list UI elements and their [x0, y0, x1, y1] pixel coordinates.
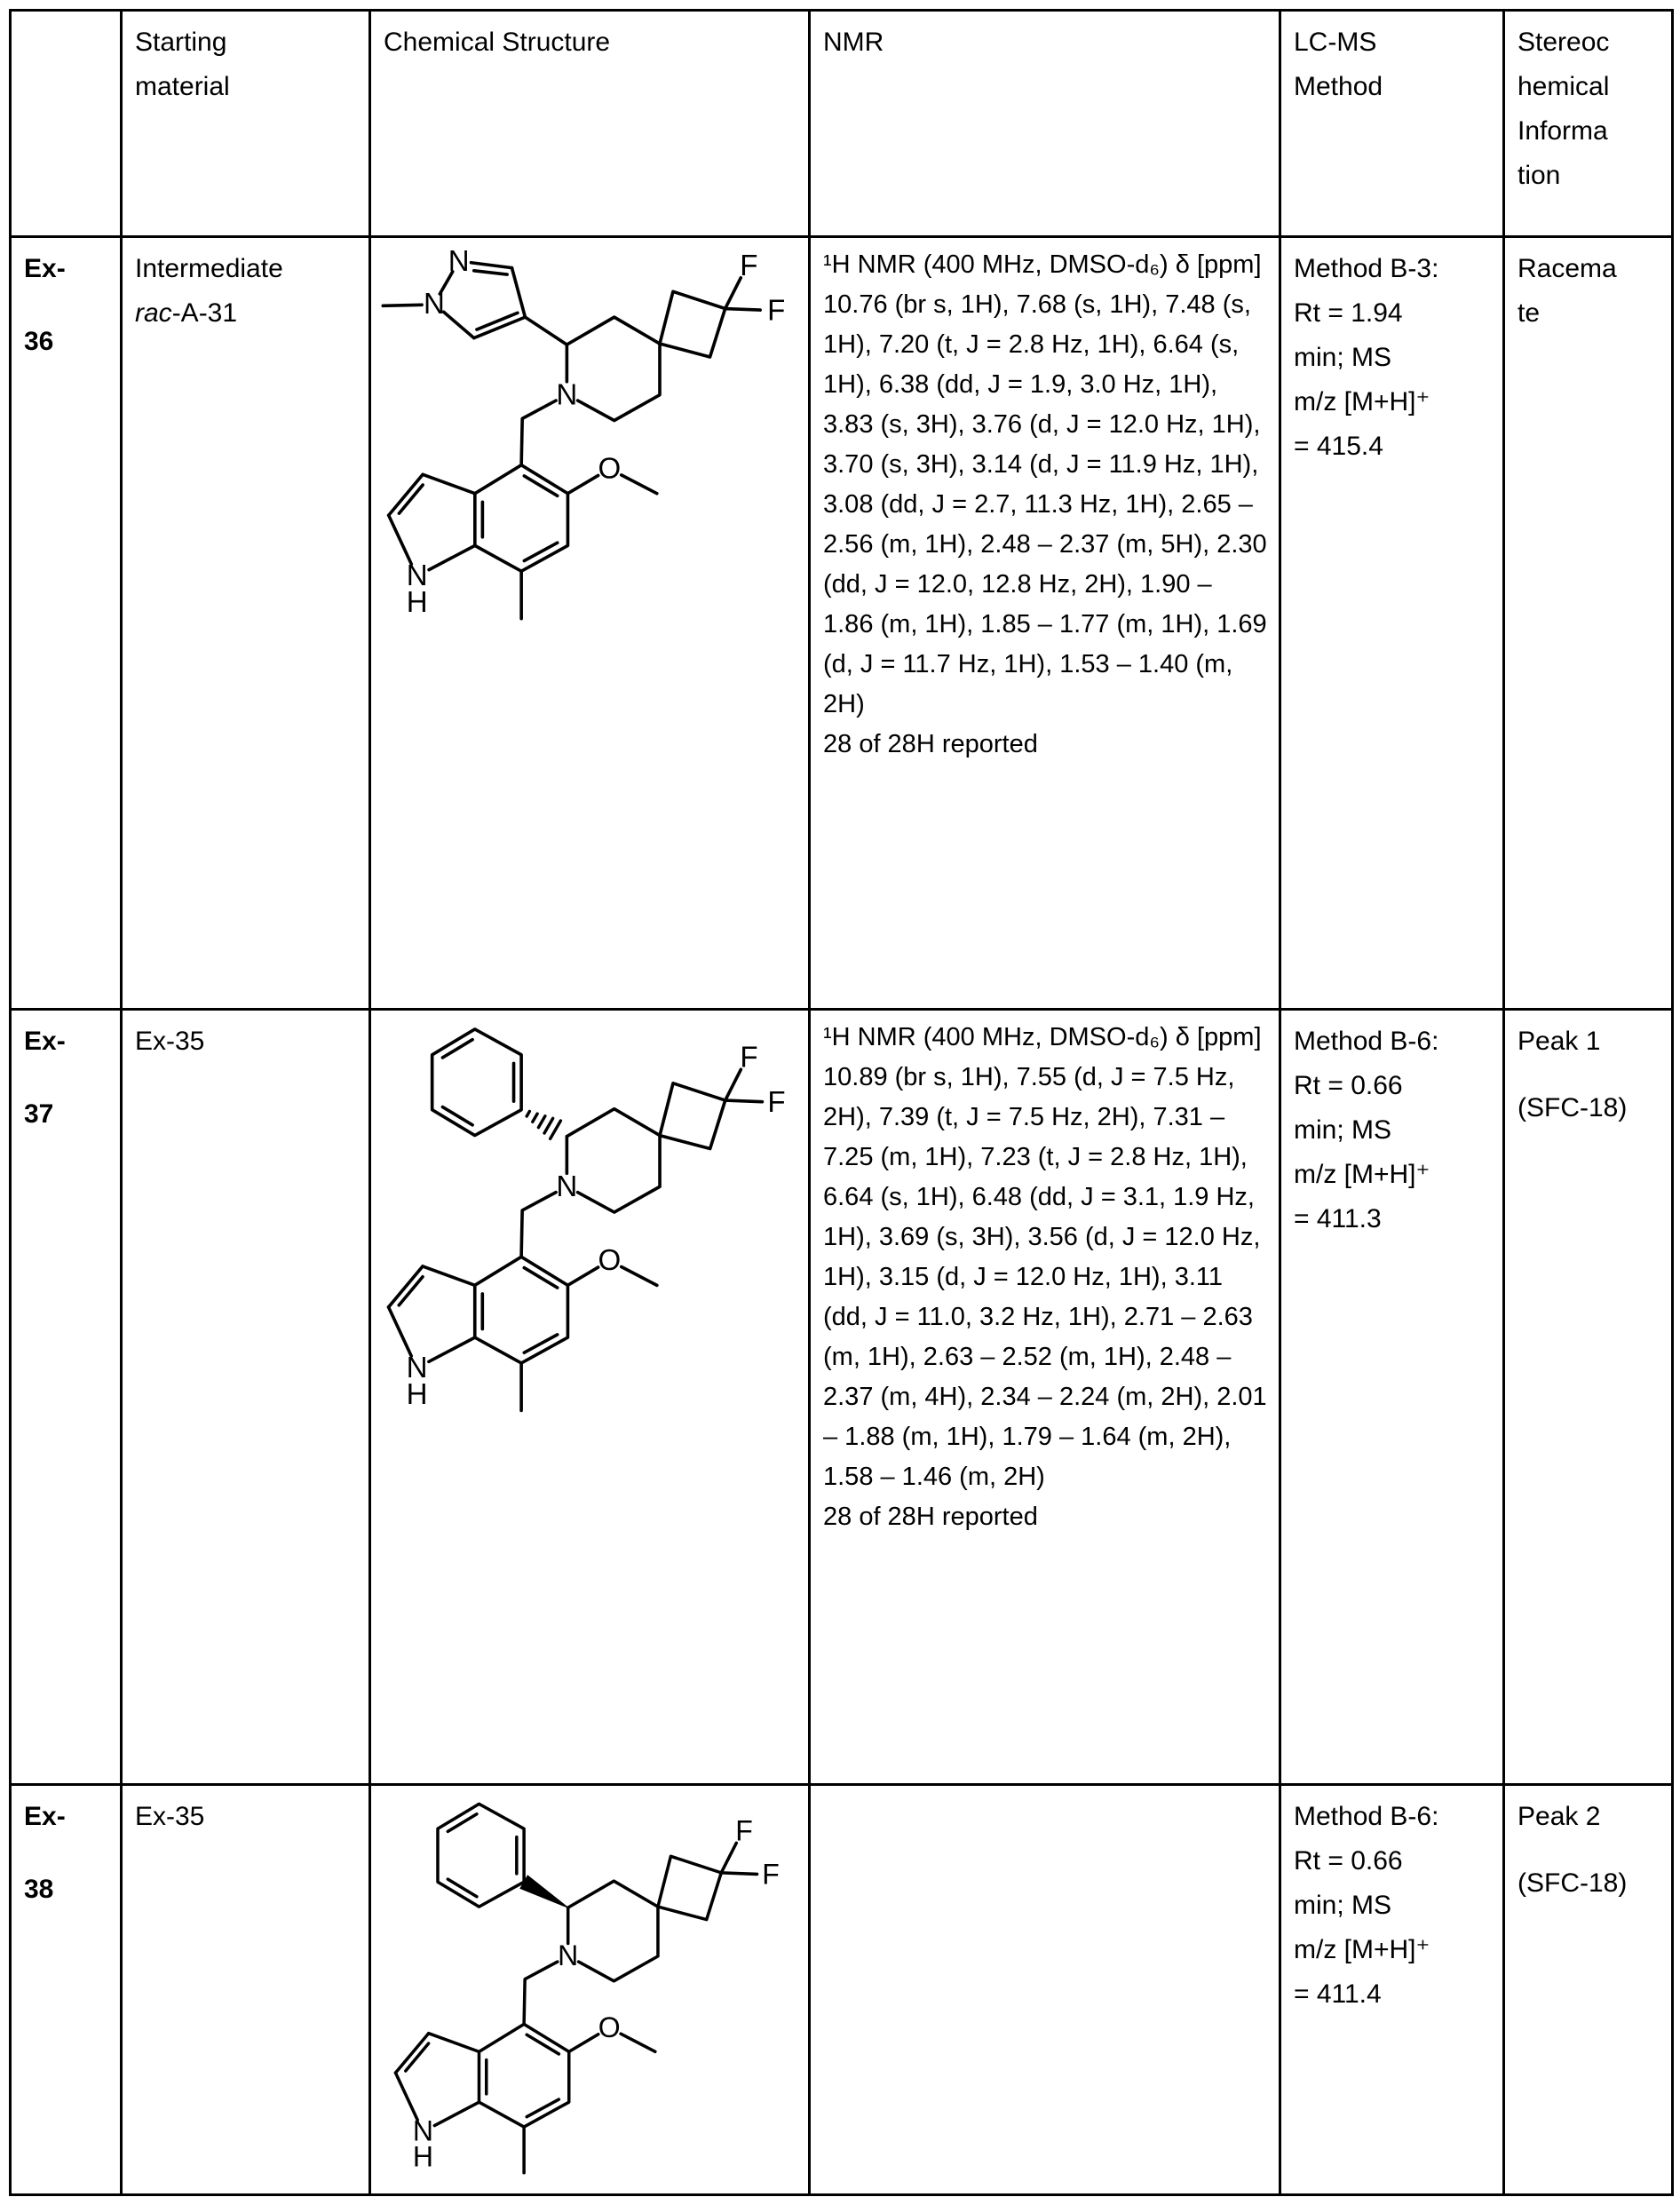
hydrogen-atom-label: H — [406, 586, 428, 620]
lcms-cell-ex37 — [1280, 1010, 1504, 1785]
nitrogen-atom-label: N — [423, 287, 445, 321]
starting-material-cell-ex38 — [122, 1785, 370, 2195]
stereo-text: Peak 2 — [1518, 1802, 1601, 1831]
indole-ring — [389, 1244, 657, 1411]
header-nmr-label: NMR — [823, 28, 884, 57]
oxygen-atom-label: O — [598, 1244, 622, 1278]
stereo-text-2: (SFC-18) — [1518, 1868, 1628, 1898]
fluorine-atom-label: F — [767, 294, 786, 328]
example-prefix: Ex- — [24, 1802, 66, 1831]
starting-material-cell-ex36 — [122, 237, 370, 1010]
hydrogen-atom-label: H — [412, 2140, 433, 2173]
starting-material-rest: -A-31 — [171, 298, 238, 328]
fluorine-atom-label: F — [761, 1858, 780, 1891]
header-stereochemical-information — [1504, 11, 1673, 237]
rac-italic: rac — [135, 298, 172, 328]
table-row-ex-38 — [11, 1785, 1673, 2195]
nmr-cell-ex36 — [810, 237, 1280, 1010]
lcms-text: Method B-6: Rt = 0.66 min; MS m/z [M+H]⁺ = 411.3 — [1294, 1027, 1439, 1233]
hashed-stereo-bond — [527, 1111, 560, 1138]
nmr-note: 28 of 28H reported — [823, 730, 1038, 758]
nmr-cell-ex38 — [810, 1785, 1280, 2195]
header-row — [11, 11, 1673, 237]
oxygen-atom-label: O — [598, 2011, 621, 2043]
pyrazole-ring — [383, 245, 567, 345]
table-row-ex-36 — [11, 237, 1673, 1010]
header-starting-material — [122, 11, 370, 237]
stereo-text: Peak 1 — [1518, 1027, 1601, 1056]
nitrogen-atom-label: N — [556, 378, 578, 412]
stereo-text: Racema te — [1518, 254, 1617, 328]
example-prefix: Ex- — [24, 254, 66, 283]
lcms-cell-ex38 — [1280, 1785, 1504, 2195]
methylene-linker — [524, 1962, 558, 2024]
chemical-structure-drawing-ex38 — [388, 1793, 792, 2180]
chemical-structure-cell-ex38 — [370, 1785, 810, 2195]
difluorocyclobutane-ring — [660, 1042, 786, 1149]
starting-material-line1: Ex-35 — [135, 1027, 205, 1056]
header-starting-material-label: Starting material — [135, 28, 230, 101]
chemical-structure-cell-ex36 — [370, 237, 810, 1010]
example-number: 37 — [24, 1099, 54, 1129]
example-number: 38 — [24, 1875, 54, 1904]
stereo-cell-ex36 — [1504, 237, 1673, 1010]
piperidine-ring — [556, 317, 660, 420]
table-row-ex-37 — [11, 1010, 1673, 1785]
nmr-cell-ex37 — [810, 1010, 1280, 1785]
nmr-text: ¹H NMR (400 MHz, DMSO-d₆) δ [ppm] 10.76 (br s, 1H), 7.68 (s, 1H), 7.48 (s, 1H), 7.20 (t, J = 2.8 Hz, 1H), 6.64 (s, 1H), 6.38 (dd, J = 1.9, 3.0 Hz, 1H), 3.83 (s, 3H), 3.76 (d, J = 12.0 Hz, 1H), 3.70 (s, 3H), 3.14 (d, J = 11.9 Hz, 1H), 3.08 (dd, J = 2.7, 11.3 Hz, 1H), 2.65 – 2.56 (m, 1H), 2.48 – 2.37 (m, 5H), 2.30 (dd, J = 12.0, 12.8 Hz, 2H), 1.90 – 1.86 (m, 1H), 1.85 – 1.77 (m, 1H), 1.69 (d, J = 11.7 Hz, 1H), 1.53 – 1.40 (m, 2H) — [823, 250, 1267, 718]
nitrogen-atom-label: N — [412, 2114, 433, 2147]
example-id-cell-ex37 — [11, 1010, 122, 1785]
nmr-note: 28 of 28H reported — [823, 1503, 1038, 1531]
stereo-cell-ex38 — [1504, 1785, 1673, 2195]
header-nmr — [810, 11, 1280, 237]
methylene-linker — [521, 1193, 556, 1257]
chemical-structure-cell-ex37 — [370, 1010, 810, 1785]
oxygen-atom-label: O — [598, 452, 622, 486]
header-stereo-label: Stereoc hemical Informa tion — [1518, 28, 1610, 190]
nmr-text: ¹H NMR (400 MHz, DMSO-d₆) δ [ppm] 10.89 (br s, 1H), 7.55 (d, J = 7.5 Hz, 2H), 7.39 (t, J = 7.5 Hz, 2H), 7.31 – 7.25 (m, 1H), 7.23 (t, J = 2.8 Hz, 1H), 6.64 (s, 1H), 6.48 (dd, J = 3.1, 1.9 Hz, 1H), 3.69 (s, 3H), 3.56 (d, J = 12.0 Hz, 1H), 3.15 (d, J = 12.0 Hz, 1H), 3.11 (dd, J = 11.0, 3.2 Hz, 1H), 2.71 – 2.63 (m, 1H), 2.63 – 2.52 (m, 1H), 2.48 – 2.37 (m, 4H), 2.34 – 2.24 (m, 2H), 2.01 – 1.88 (m, 1H), 1.79 – 1.64 (m, 2H), 1.58 – 1.46 (m, 2H) — [823, 1023, 1267, 1491]
example-number: 36 — [24, 327, 54, 356]
indole-ring — [395, 2011, 654, 2173]
fluorine-atom-label: F — [740, 250, 758, 283]
piperidine-ring — [556, 1109, 660, 1212]
indole-ring — [389, 453, 657, 620]
header-chemical-structure — [370, 11, 810, 237]
header-lcms-method — [1280, 11, 1504, 237]
starting-material-line1: Intermediate — [135, 254, 283, 283]
lcms-cell-ex36 — [1280, 237, 1504, 1010]
lcms-text: Method B-6: Rt = 0.66 min; MS m/z [M+H]⁺ = 411.4 — [1294, 1802, 1439, 2009]
lcms-text: Method B-3: Rt = 1.94 min; MS m/z [M+H]⁺ = 415.4 — [1294, 254, 1439, 461]
example-id-cell-ex38 — [11, 1785, 122, 2195]
phenyl-ring — [432, 1029, 521, 1136]
solid-wedge-stereo-bond — [519, 1876, 567, 1908]
nitrogen-atom-label: N — [406, 559, 428, 593]
difluorocyclobutane-ring — [657, 1815, 779, 1920]
fluorine-atom-label: F — [767, 1085, 786, 1119]
example-id-cell-ex36 — [11, 237, 122, 1010]
chemical-structure-drawing-ex37 — [381, 1018, 798, 1418]
chemical-structure-drawing-ex36 — [381, 245, 798, 624]
nitrogen-atom-label: N — [556, 1170, 578, 1203]
phenyl-ring — [437, 1804, 523, 1907]
difluorocyclobutane-ring — [660, 250, 785, 357]
nitrogen-atom-label: N — [448, 245, 470, 278]
header-example — [11, 11, 122, 237]
header-chemical-structure-label: Chemical Structure — [384, 28, 611, 57]
fluorine-atom-label: F — [740, 1041, 758, 1075]
starting-material-cell-ex37 — [122, 1010, 370, 1785]
compound-table — [9, 9, 1674, 2196]
stereo-cell-ex37 — [1504, 1010, 1673, 1785]
nitrogen-atom-label: N — [557, 1939, 578, 1972]
fluorine-atom-label: F — [734, 1814, 753, 1847]
starting-material-line2 — [135, 291, 358, 336]
header-lcms-method-label: LC-MS Method — [1294, 28, 1383, 101]
nitrogen-atom-label: N — [406, 1351, 428, 1384]
hydrogen-atom-label: H — [406, 1377, 428, 1411]
methylene-linker — [521, 401, 556, 465]
starting-material-line1: Ex-35 — [135, 1802, 205, 1831]
example-prefix: Ex- — [24, 1027, 66, 1056]
piperidine-ring — [558, 1881, 658, 1981]
stereo-text-2: (SFC-18) — [1518, 1093, 1628, 1122]
